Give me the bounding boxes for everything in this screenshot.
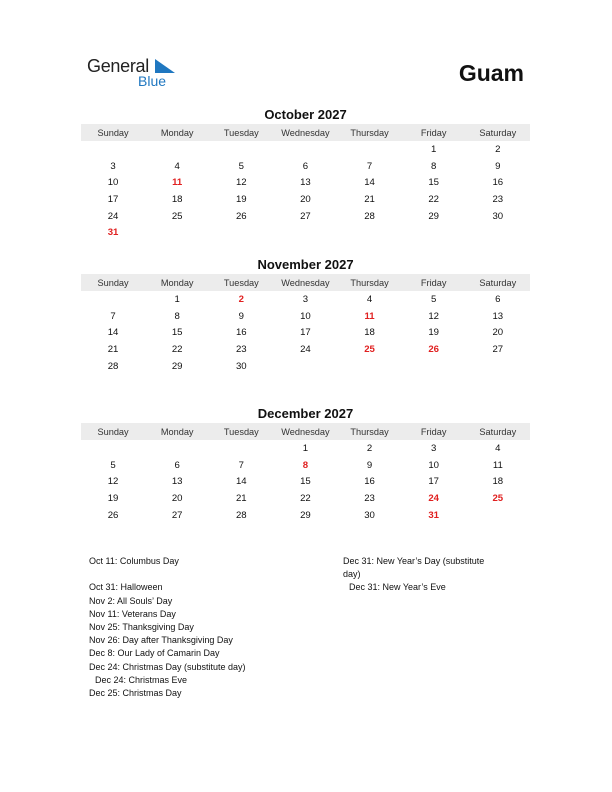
date-cell: 3 xyxy=(302,293,309,305)
date-cell: 27 xyxy=(171,509,183,521)
weekday-header: Saturday xyxy=(479,277,517,288)
week-row xyxy=(81,208,530,225)
date-cell: 6 xyxy=(495,293,501,305)
date-cell: 28 xyxy=(235,509,247,521)
holiday-list-left xyxy=(89,555,246,700)
date-cell: 25 xyxy=(171,210,183,222)
date-cell: 19 xyxy=(428,327,440,339)
date-cell: 24 xyxy=(107,210,119,222)
weekday-header: Tuesday xyxy=(223,426,259,437)
date-cell: 9 xyxy=(495,160,501,172)
weekday-header: Saturday xyxy=(479,127,517,138)
holiday-list-item: Nov 2: All Souls’ Day xyxy=(89,595,173,606)
weekday-header-row xyxy=(81,274,530,291)
weekday-header: Friday xyxy=(420,277,447,288)
weekday-header: Thursday xyxy=(350,127,389,138)
date-cell: 12 xyxy=(235,177,247,189)
weekday-header: Tuesday xyxy=(223,277,259,288)
date-cell: 26 xyxy=(235,210,247,222)
date-cell: 1 xyxy=(431,143,437,155)
date-cell: 28 xyxy=(107,360,119,372)
holiday-date-cell: 11 xyxy=(172,177,183,189)
date-cell: 19 xyxy=(235,193,247,205)
holiday-list-item: Dec 8: Our Lady of Camarin Day xyxy=(89,648,220,659)
month-october xyxy=(81,106,530,241)
weekday-header: Friday xyxy=(420,426,447,437)
date-cell: 20 xyxy=(492,327,504,339)
date-cell: 2 xyxy=(495,143,501,155)
week-row xyxy=(81,191,530,208)
month-title: December 2027 xyxy=(257,406,354,421)
holiday-list-item: Oct 31: Halloween xyxy=(89,582,163,593)
holiday-list-item: Dec 24: Christmas Eve xyxy=(95,674,188,685)
week-row xyxy=(81,291,530,308)
holiday-list-item: Dec 31: New Year’s Day (substitute xyxy=(343,556,485,566)
holiday-list-right xyxy=(343,555,484,595)
logo-triangle-icon xyxy=(155,59,175,73)
date-cell: 18 xyxy=(171,193,183,205)
date-cell: 1 xyxy=(174,293,180,305)
holiday-date-cell: 31 xyxy=(107,227,119,239)
date-cell: 30 xyxy=(492,210,504,222)
month-title: October 2027 xyxy=(264,107,347,122)
weekday-header: Thursday xyxy=(350,426,389,437)
holiday-date-cell: 24 xyxy=(428,492,440,504)
date-cell: 9 xyxy=(366,459,373,471)
date-cell: 7 xyxy=(366,160,373,172)
date-cell: 15 xyxy=(428,177,440,189)
holiday-list-item: Dec 25: Christmas Day xyxy=(89,688,182,699)
weekday-header: Wednesday xyxy=(281,127,330,138)
holiday-date-cell: 25 xyxy=(364,343,375,355)
date-cell: 29 xyxy=(171,360,183,372)
date-cell: 20 xyxy=(300,193,311,205)
date-cell: 3 xyxy=(110,160,116,172)
date-cell: 6 xyxy=(174,459,180,471)
date-cell: 17 xyxy=(300,327,311,339)
date-cell: 29 xyxy=(300,509,311,521)
week-row xyxy=(81,507,530,524)
week-row xyxy=(81,440,530,457)
date-cell: 21 xyxy=(235,492,247,504)
weekday-header: Monday xyxy=(160,127,194,138)
date-cell: 23 xyxy=(364,492,375,504)
weekday-header: Friday xyxy=(420,127,447,138)
date-cell: 15 xyxy=(300,476,311,488)
date-cell: 14 xyxy=(235,476,247,488)
date-cell: 8 xyxy=(174,310,180,322)
weekday-header: Sunday xyxy=(97,426,129,437)
date-cell: 13 xyxy=(171,476,183,488)
week-row xyxy=(81,141,530,158)
week-row xyxy=(81,341,530,358)
holiday-date-cell: 2 xyxy=(238,293,244,305)
date-cell: 28 xyxy=(364,210,375,222)
date-cell: 14 xyxy=(107,327,119,339)
week-row xyxy=(81,457,530,474)
date-cell: 17 xyxy=(428,476,440,488)
date-cell: 10 xyxy=(300,310,311,322)
month-title: November 2027 xyxy=(257,257,354,272)
holiday-list-item: Nov 11: Veterans Day xyxy=(89,608,176,619)
date-cell: 16 xyxy=(235,327,247,339)
date-cell: 2 xyxy=(366,442,373,454)
date-cell: 20 xyxy=(171,492,183,504)
weekday-header: Wednesday xyxy=(281,277,330,288)
date-cell: 6 xyxy=(302,160,309,172)
holiday-list-item: Nov 26: Day after Thanksgiving Day xyxy=(89,635,233,646)
month-november xyxy=(81,256,530,374)
holiday-list-item: Dec 31: New Year’s Eve xyxy=(349,582,446,593)
date-cell: 15 xyxy=(171,327,183,339)
date-cell: 22 xyxy=(171,343,183,355)
date-cell: 18 xyxy=(492,476,504,488)
date-cell: 14 xyxy=(364,177,375,189)
date-cell: 10 xyxy=(428,459,440,471)
date-cell: 4 xyxy=(495,442,501,454)
week-row xyxy=(81,324,530,341)
date-cell: 5 xyxy=(431,293,437,305)
date-cell: 16 xyxy=(492,177,504,189)
week-row xyxy=(81,358,530,375)
date-cell: 22 xyxy=(428,193,440,205)
date-cell: 4 xyxy=(174,160,180,172)
logo-general-text: General xyxy=(87,56,149,76)
date-cell: 26 xyxy=(107,509,119,521)
date-cell: 30 xyxy=(235,360,247,372)
date-cell: 12 xyxy=(107,476,119,488)
holiday-list-item: Oct 11: Columbus Day xyxy=(89,556,179,566)
date-cell: 11 xyxy=(492,459,503,471)
date-cell: 30 xyxy=(364,509,375,521)
weekday-header: Tuesday xyxy=(223,127,259,138)
date-cell: 19 xyxy=(107,492,119,504)
date-cell: 27 xyxy=(300,210,311,222)
holiday-date-cell: 31 xyxy=(428,509,440,521)
date-cell: 18 xyxy=(364,327,375,339)
holiday-date-cell: 25 xyxy=(492,492,504,504)
date-cell: 13 xyxy=(300,177,311,189)
week-row xyxy=(81,174,530,191)
week-row xyxy=(81,158,530,175)
date-cell: 22 xyxy=(300,492,311,504)
date-cell: 7 xyxy=(110,310,116,322)
date-cell: 5 xyxy=(238,160,244,172)
holiday-date-cell: 11 xyxy=(364,310,375,322)
date-cell: 23 xyxy=(492,193,504,205)
weekday-header: Monday xyxy=(160,426,194,437)
date-cell: 8 xyxy=(431,160,437,172)
holiday-date-cell: 26 xyxy=(428,343,440,355)
weekday-header: Monday xyxy=(160,277,194,288)
weekday-header: Wednesday xyxy=(281,426,330,437)
week-row xyxy=(81,224,530,241)
weekday-header: Thursday xyxy=(350,277,389,288)
weekday-header-row xyxy=(81,423,530,440)
date-cell: 17 xyxy=(107,193,119,205)
week-row xyxy=(81,490,530,507)
date-cell: 23 xyxy=(235,343,247,355)
holiday-list-item: Nov 25: Thanksgiving Day xyxy=(89,622,194,632)
date-cell: 7 xyxy=(238,459,244,471)
brand-logo xyxy=(87,56,187,92)
date-cell: 21 xyxy=(364,193,375,205)
date-cell: 4 xyxy=(366,293,373,305)
date-cell: 1 xyxy=(302,442,309,454)
date-cell: 12 xyxy=(428,310,440,322)
date-cell: 10 xyxy=(107,177,119,189)
date-cell: 29 xyxy=(428,210,440,222)
weekday-header: Saturday xyxy=(479,426,517,437)
date-cell: 3 xyxy=(431,442,437,454)
date-cell: 24 xyxy=(300,343,311,355)
list-spacer xyxy=(89,568,246,581)
week-row xyxy=(81,473,530,490)
date-cell: 5 xyxy=(110,459,116,471)
logo-blue-text: Blue xyxy=(138,73,167,89)
date-cell: 16 xyxy=(364,476,375,488)
date-cell: 13 xyxy=(492,310,504,322)
weekday-header: Sunday xyxy=(97,277,129,288)
week-row xyxy=(81,308,530,325)
holiday-list-item: Dec 24: Christmas Day (substitute day) xyxy=(89,661,246,672)
date-cell: 9 xyxy=(238,310,244,322)
date-cell: 27 xyxy=(492,343,504,355)
weekday-header-row xyxy=(81,124,530,141)
holiday-list-item: day) xyxy=(343,569,361,580)
date-cell: 21 xyxy=(107,343,119,355)
country-title: Guam xyxy=(458,60,524,86)
holiday-date-cell: 8 xyxy=(302,459,309,471)
month-december xyxy=(81,405,530,523)
weekday-header: Sunday xyxy=(97,127,129,138)
